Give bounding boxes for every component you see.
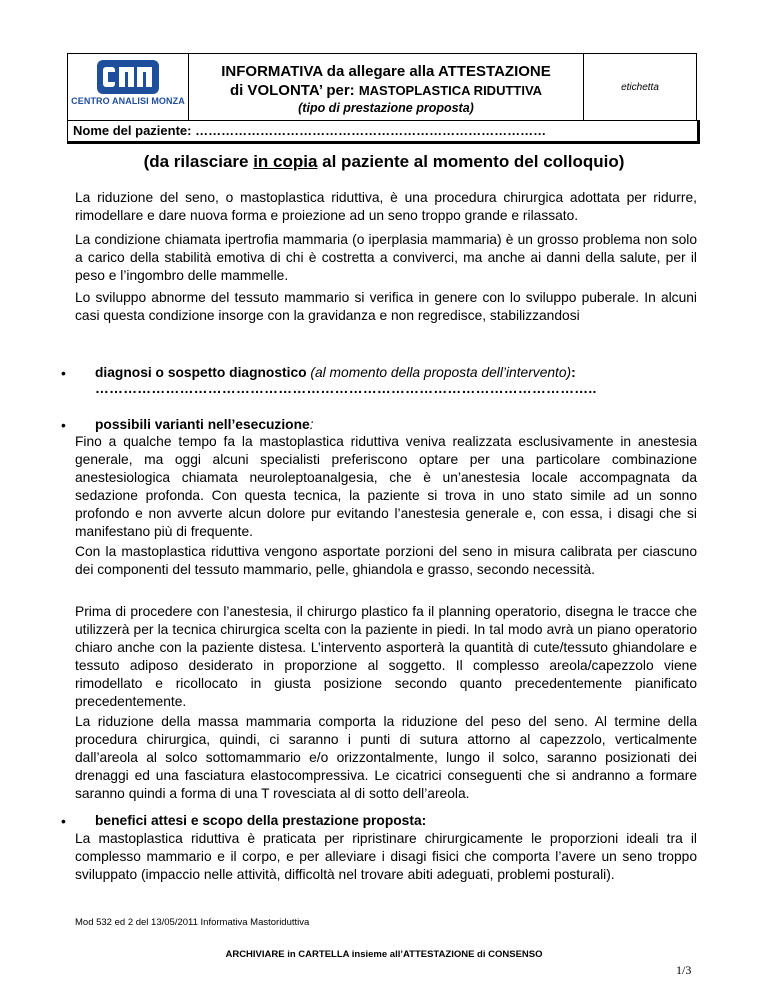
logo-cell	[68, 54, 189, 120]
bullet-benefits-title: benefici attesi e scopo della prestazione proposta:	[95, 813, 427, 828]
document-title	[189, 54, 584, 120]
subtitle-pre: (da rilasciare	[143, 152, 254, 171]
label-text: etichetta	[621, 81, 659, 93]
paragraph-development: Lo sviluppo abnorme del tessuto mammario si verifica in genere con lo sviluppo puberale. In alcuni casi questa condizione insorge con la gravidanza e non regredisce, stabilizzandosi	[75, 290, 697, 323]
archive-instruction: ARCHIVIARE in CARTELLA insieme all’ATTESTAZIONE di CONSENSO	[225, 949, 543, 960]
subtitle-post: al paziente al momento del colloquio)	[317, 152, 625, 171]
bullet-variants-title: possibili varianti nell’esecuzione	[95, 417, 310, 432]
logo-text: CENTRO ANALISI MONZA	[71, 96, 185, 106]
page-number: 1/3	[676, 963, 692, 977]
bullet-dot: •	[61, 365, 66, 381]
title-line2	[189, 81, 583, 100]
paragraph-condition: La condizione chiamata ipertrofia mammaria (o iperplasia mammaria) è un grosso problema non solo a carico della stabilità emotiva di chi è costretta a conviverci, ma anche ai danni della salute, per il peso e l’ingombro delle mammelle.	[75, 232, 697, 283]
title-line1: INFORMATIVA da allegare alla ATTESTAZIONE	[221, 63, 551, 80]
header-table	[67, 53, 697, 121]
bullet-variants-text	[95, 416, 314, 434]
bullet-dot: •	[61, 417, 66, 433]
paragraph-planning: Prima di procedere con l’anestesia, il chirurgo plastico fa il planning operatorio, disegna le tracce che utilizzerà per la tecnica chirurgica scelta con la paziente in piedi. In tal modo avrà un piano operatorio chiaro anche con la paziente distesa. L’intervento asporterà la quantità di cute/tessuto ghiandolare e tessuto adiposo desiderato in proporzione al soggetto. Il complesso areola/capezzolo viene rimodellato e ricollocato in giusta posizione secondo quanto precedentemente pianificato precedentemente.	[75, 604, 697, 709]
bullet-diagnosis-note: (al momento della proposta dell’intervento)	[306, 365, 572, 380]
title-line2-prefix: di VOLONTA’ per:	[229, 82, 359, 99]
subtitle-underlined: in copia	[253, 152, 318, 171]
bullet-diagnosis-text	[95, 364, 576, 382]
patient-name-field: Nome del paziente: ………………………………………………………………………	[67, 120, 700, 144]
label-cell	[584, 54, 696, 120]
paragraph-removal: Con la mastoplastica riduttiva vengono asportate porzioni del seno in misura calibrata per ciascuno dei componenti del tessuto mammario, pelle, ghiandola e grasso, secondo necessità.	[75, 544, 697, 577]
bullet-benefits-text	[95, 812, 426, 830]
procedure-name: MASTOPLASTICA RIDUTTIVA	[358, 83, 543, 98]
title-line3: (tipo di prestazione proposta)	[298, 101, 474, 115]
cam-logo-icon	[97, 60, 159, 94]
form-code: Mod 532 ed 2 del 13/05/2011 Informativa Mastoriduttiva	[75, 917, 310, 928]
bullet-diagnosis-title: diagnosi o sospetto diagnostico	[95, 365, 307, 380]
bullet-diagnosis-colon: :	[571, 365, 576, 380]
bullet-dot: •	[61, 813, 66, 829]
paragraph-result: La riduzione della massa mammaria comporta la riduzione del peso del seno. Al termine della procedura chirurgica, quindi, ci saranno i punti di sutura attorno al capezzolo, verticalmente dall’areola al solco sottomammario e/o orizzontalmente, lungo il solco, saranno posizionati dei drenaggi ed una fasciatura elastocompressiva. Le cicatrici conseguenti che si andranno a formare saranno quindi a forma di una T rovesciata al di sotto dell’areola.	[75, 714, 697, 801]
paragraph-benefits: La mastoplastica riduttiva è praticata per ripristinare chirurgicamente le proporzioni ideali tra il complesso mammario e il corpo, e per alleviare i disagi fisici che comporta l’avere un seno troppo sviluppato (impaccio nelle attività, difficoltà nel trovare abiti adeguati, problemi posturali).	[75, 831, 697, 882]
copy-instruction	[0, 152, 768, 172]
paragraph-anesthesia: Fino a qualche tempo fa la mastoplastica riduttiva veniva realizzata esclusivamente in anestesia generale, ma oggi alcuni specialisti preferiscono optare per una particolare combinazione anestesiologica chiamata neuroleptoanalgesia, che è un’anestesia locale accompagnata da sedazione profonda. Con questa tecnica, la paziente si trova in uno stato simile ad un sonno profondo e non avverte alcun dolore pur evitando l’anestesia generale e, con essa, i disagi che si manifestano più di frequente.	[75, 434, 697, 539]
paragraph-intro: La riduzione del seno, o mastoplastica riduttiva, è una procedura chirurgica adottata per ridurre, rimodellare e dare nuova forma e proiezione ad un seno troppo grande e rilassato.	[75, 190, 697, 223]
bullet-variants-colon: :	[309, 417, 314, 432]
diagnosis-fill-line: ……………………………………………………………………………………………..	[95, 381, 597, 396]
